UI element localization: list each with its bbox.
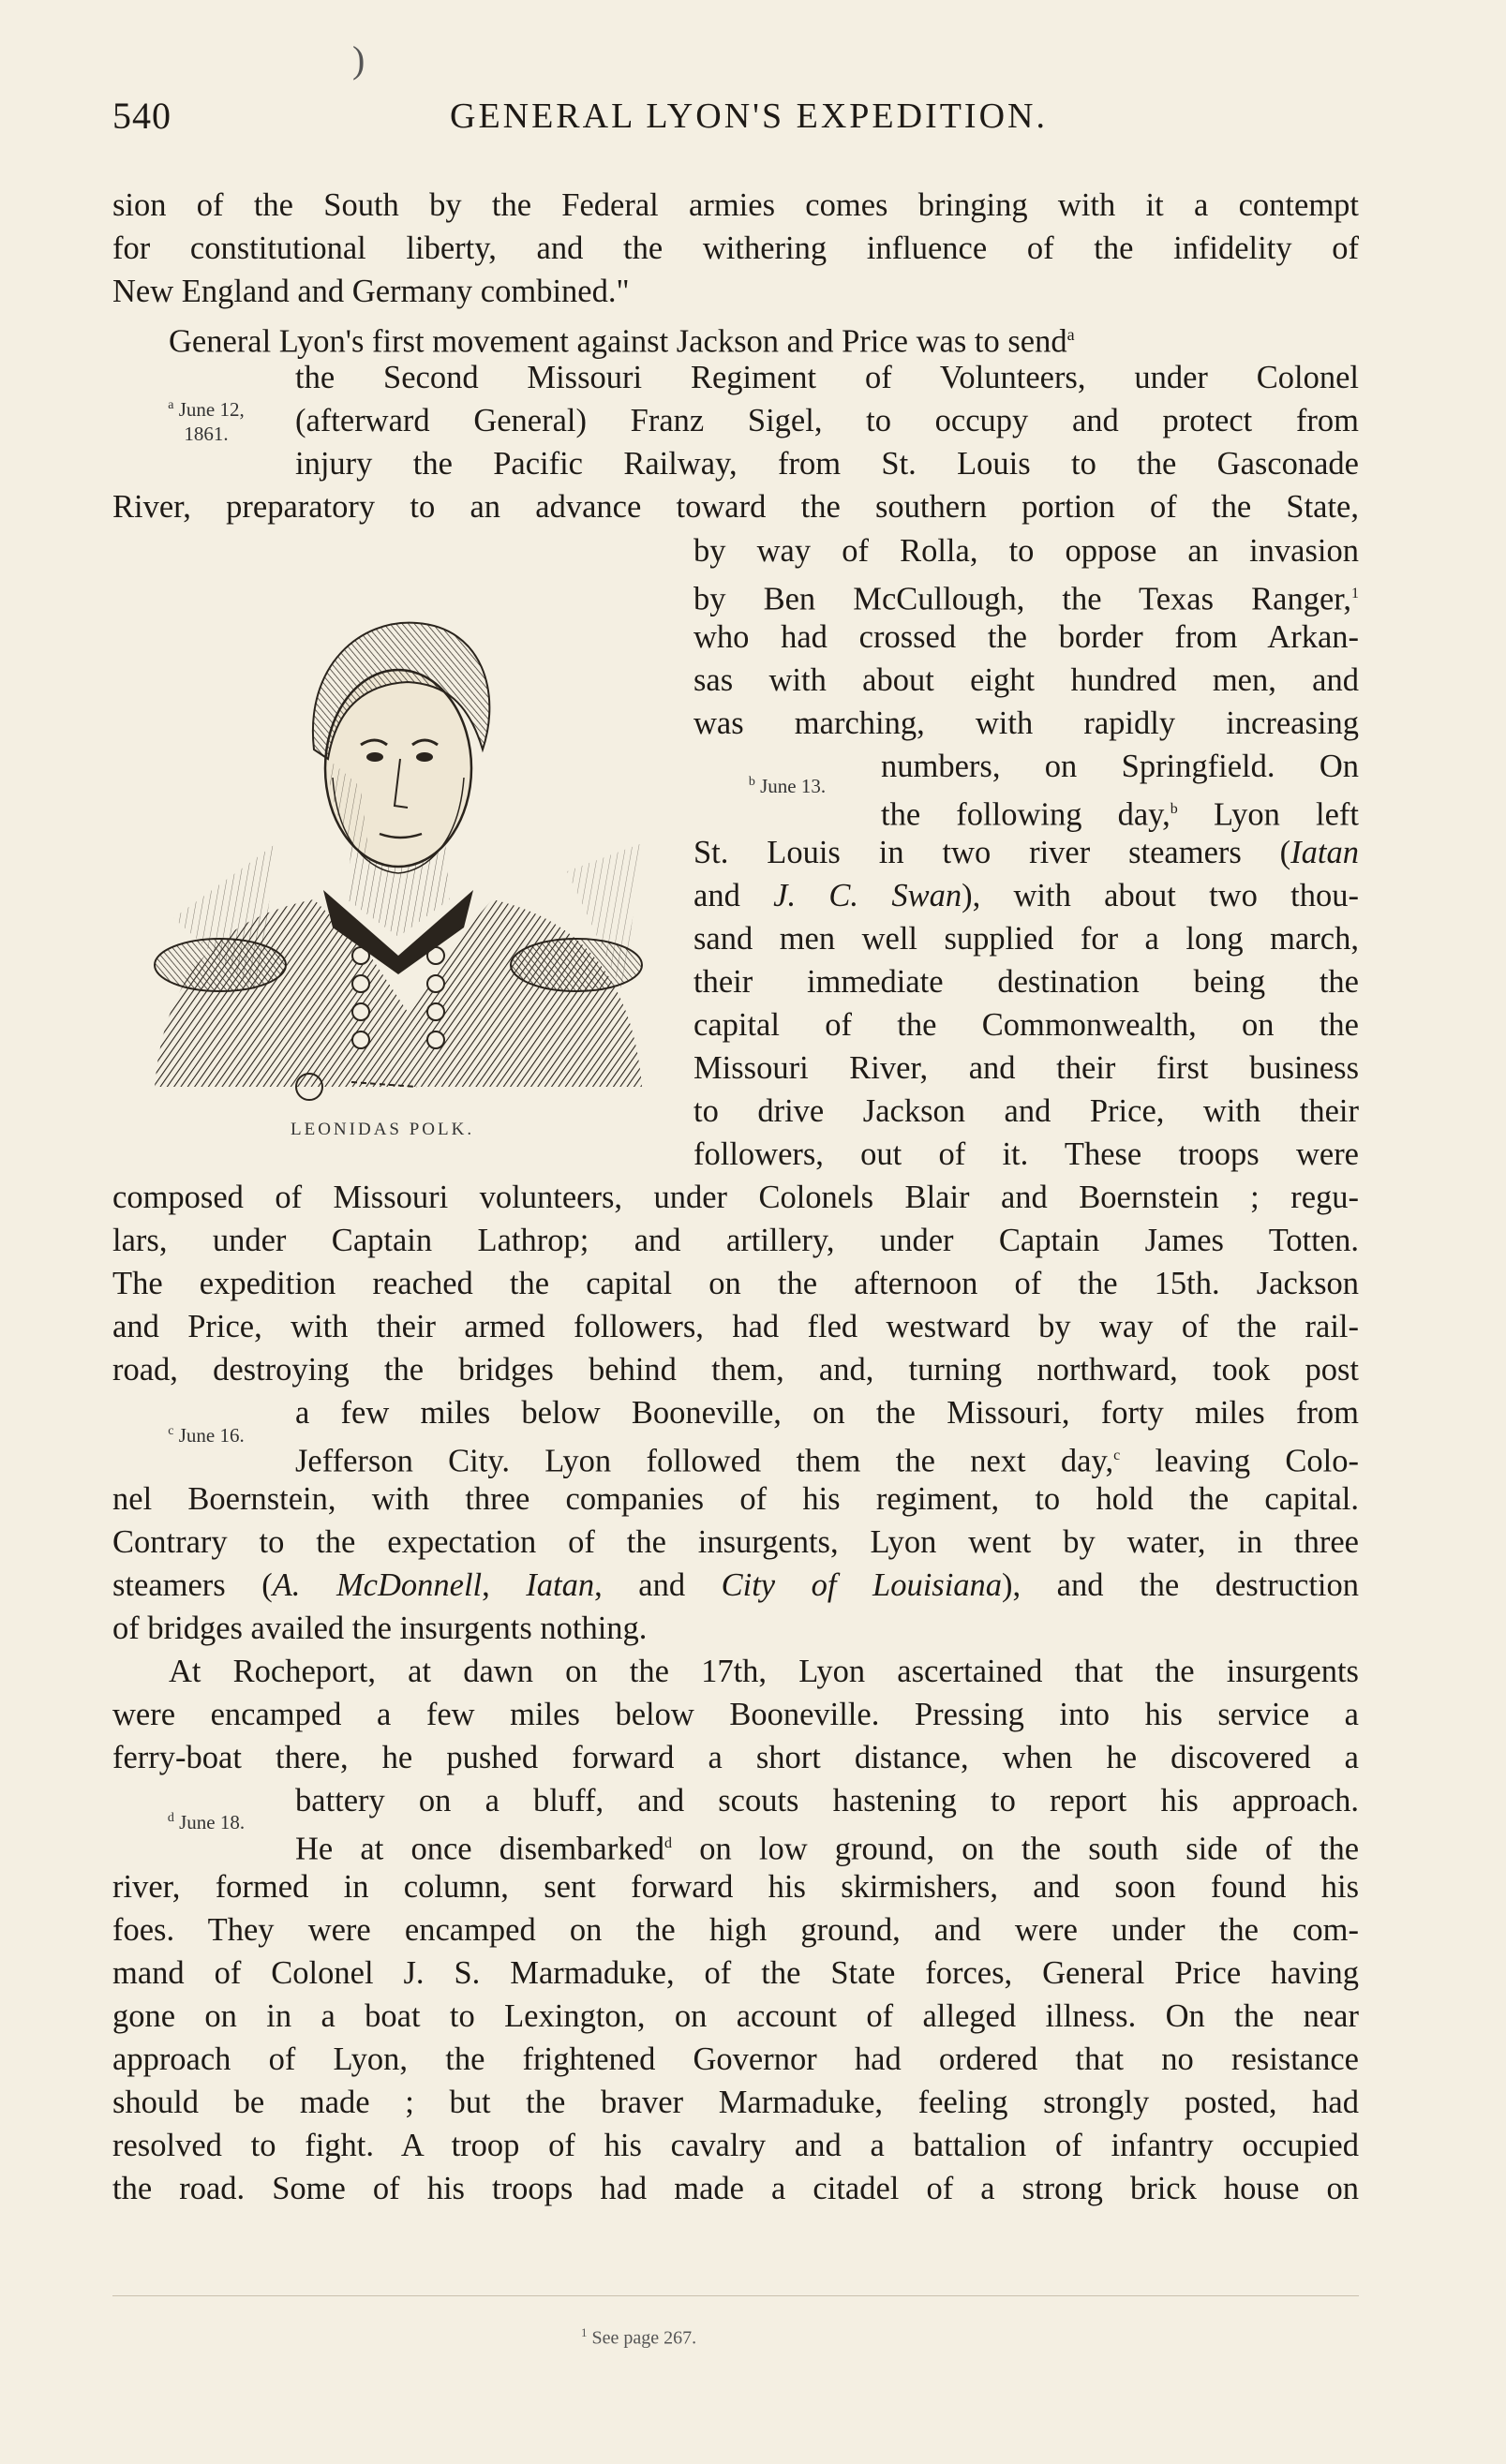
text-line: of bridges availed the insurgents nothing.: [112, 1611, 648, 1646]
text-line: the road. Some of his troops had made a citadel of a strong brick house on: [112, 2171, 1359, 2206]
text-line: by way of Rolla, to oppose an invasion: [693, 533, 1359, 569]
text-line: battery on a bluff, and scouts hastening to report his approach.: [295, 1783, 1359, 1818]
text-line: gone on in a boat to Lexington, on account of alleged illness. On the near: [112, 1998, 1359, 2034]
page-number: 540: [112, 95, 171, 137]
sidenote-a: $^a$ June 12, 1861.: [168, 398, 245, 445]
text-line: capital of the Commonwealth, on the: [693, 1007, 1359, 1043]
margin-mark: ): [352, 38, 365, 81]
text-line: nel Boernstein, with three companies of his regiment, to hold the capital.: [112, 1481, 1359, 1517]
text-line: should be made ; but the braver Marmaduke, feeling strongly posted, had: [112, 2085, 1359, 2120]
text-line: followers, out of it. These troops were: [693, 1136, 1359, 1172]
portrait-illustration: [136, 562, 661, 1106]
text-line: injury the Pacific Railway, from St. Louis to the Gasconade: [295, 446, 1359, 482]
text-line: and Price, with their armed followers, had fled westward by way of the rail-: [112, 1309, 1359, 1344]
text-line: At Rocheport, at dawn on the 17th, Lyon ascertained that the insurgents: [169, 1654, 1359, 1689]
text-line: Jefferson City. Lyon followed them the next day,$^c$ leaving Colo-: [295, 1443, 1359, 1479]
text-line: who had crossed the border from Arkan-: [693, 619, 1359, 655]
text-line: General Lyon's first movement against Jackson and Price was to send$^a$: [169, 323, 1075, 360]
portrait-caption: LEONIDAS POLK.: [291, 1120, 475, 1139]
text-line: and J. C. Swan), with about two thou-: [693, 878, 1359, 913]
sidenote-c: $^c$ June 16.: [168, 1424, 245, 1447]
footnote: $^1$ See page 267.: [581, 2325, 697, 2349]
sidenote-b: $^b$ June 13.: [748, 775, 827, 797]
text-line: The expedition reached the capital on the afternoon of the 15th. Jackson: [112, 1266, 1359, 1301]
text-line: Contrary to the expectation of the insurgents, Lyon went by water, in three: [112, 1524, 1359, 1560]
text-line: sas with about eight hundred men, and: [693, 662, 1359, 698]
footnote-divider: [112, 2295, 1359, 2296]
text-line: sand men well supplied for a long march,: [693, 921, 1359, 957]
text-line: the following day,$^b$ Lyon left: [881, 796, 1359, 833]
text-line: resolved to fight. A troop of his cavalry and a battalion of infantry occupied: [112, 2128, 1359, 2163]
text-line: a few miles below Booneville, on the Missouri, forty miles from: [295, 1395, 1359, 1431]
sidenote-d: $^d$ June 18.: [167, 1811, 246, 1833]
running-title: GENERAL LYON'S EXPEDITION.: [450, 96, 1048, 136]
text-line: St. Louis in two river steamers (Iatan: [693, 835, 1359, 870]
text-line: New England and Germany combined.": [112, 274, 630, 309]
text-line: river, formed in column, sent forward his skirmishers, and soon found his: [112, 1869, 1359, 1905]
text-line: were encamped a few miles below Booneville. Pressing into his service a: [112, 1697, 1359, 1732]
text-line: ferry-boat there, he pushed forward a short distance, when he discovered a: [112, 1740, 1359, 1775]
text-line: sion of the South by the Federal armies comes bringing with it a contempt: [112, 187, 1359, 223]
text-line: Missouri River, and their first business: [693, 1050, 1359, 1086]
text-line: numbers, on Springfield. On: [881, 749, 1359, 784]
text-line: the Second Missouri Regiment of Volunteers, under Colonel: [295, 360, 1359, 395]
text-line: foes. They were encamped on the high ground, and were under the com-: [112, 1912, 1359, 1948]
text-line: by Ben McCullough, the Texas Ranger,$^1$: [693, 581, 1359, 617]
text-line: to drive Jackson and Price, with their: [693, 1093, 1359, 1129]
text-line: was marching, with rapidly increasing: [693, 705, 1359, 741]
text-line: He at once disembarked$^d$ on low ground, on the south side of the: [295, 1831, 1360, 1867]
text-line: road, destroying the bridges behind them, and, turning northward, took post: [112, 1352, 1359, 1388]
text-line: approach of Lyon, the frightened Governor had ordered that no resistance: [112, 2041, 1359, 2077]
text-line: (afterward General) Franz Sigel, to occupy and protect from: [295, 403, 1359, 438]
text-line: for constitutional liberty, and the withering influence of the infidelity of: [112, 230, 1359, 266]
text-line: mand of Colonel J. S. Marmaduke, of the State forces, General Price having: [112, 1955, 1359, 1991]
text-line: their immediate destination being the: [693, 964, 1359, 1000]
text-line: steamers (A. McDonnell, Iatan, and City of Louisiana), and the destruction: [112, 1567, 1359, 1603]
text-line: composed of Missouri volunteers, under Colonels Blair and Boernstein ; regu-: [112, 1180, 1359, 1215]
text-line: lars, under Captain Lathrop; and artillery, under Captain James Totten.: [112, 1223, 1359, 1258]
text-line: River, preparatory to an advance toward the southern portion of the State,: [112, 489, 1359, 525]
